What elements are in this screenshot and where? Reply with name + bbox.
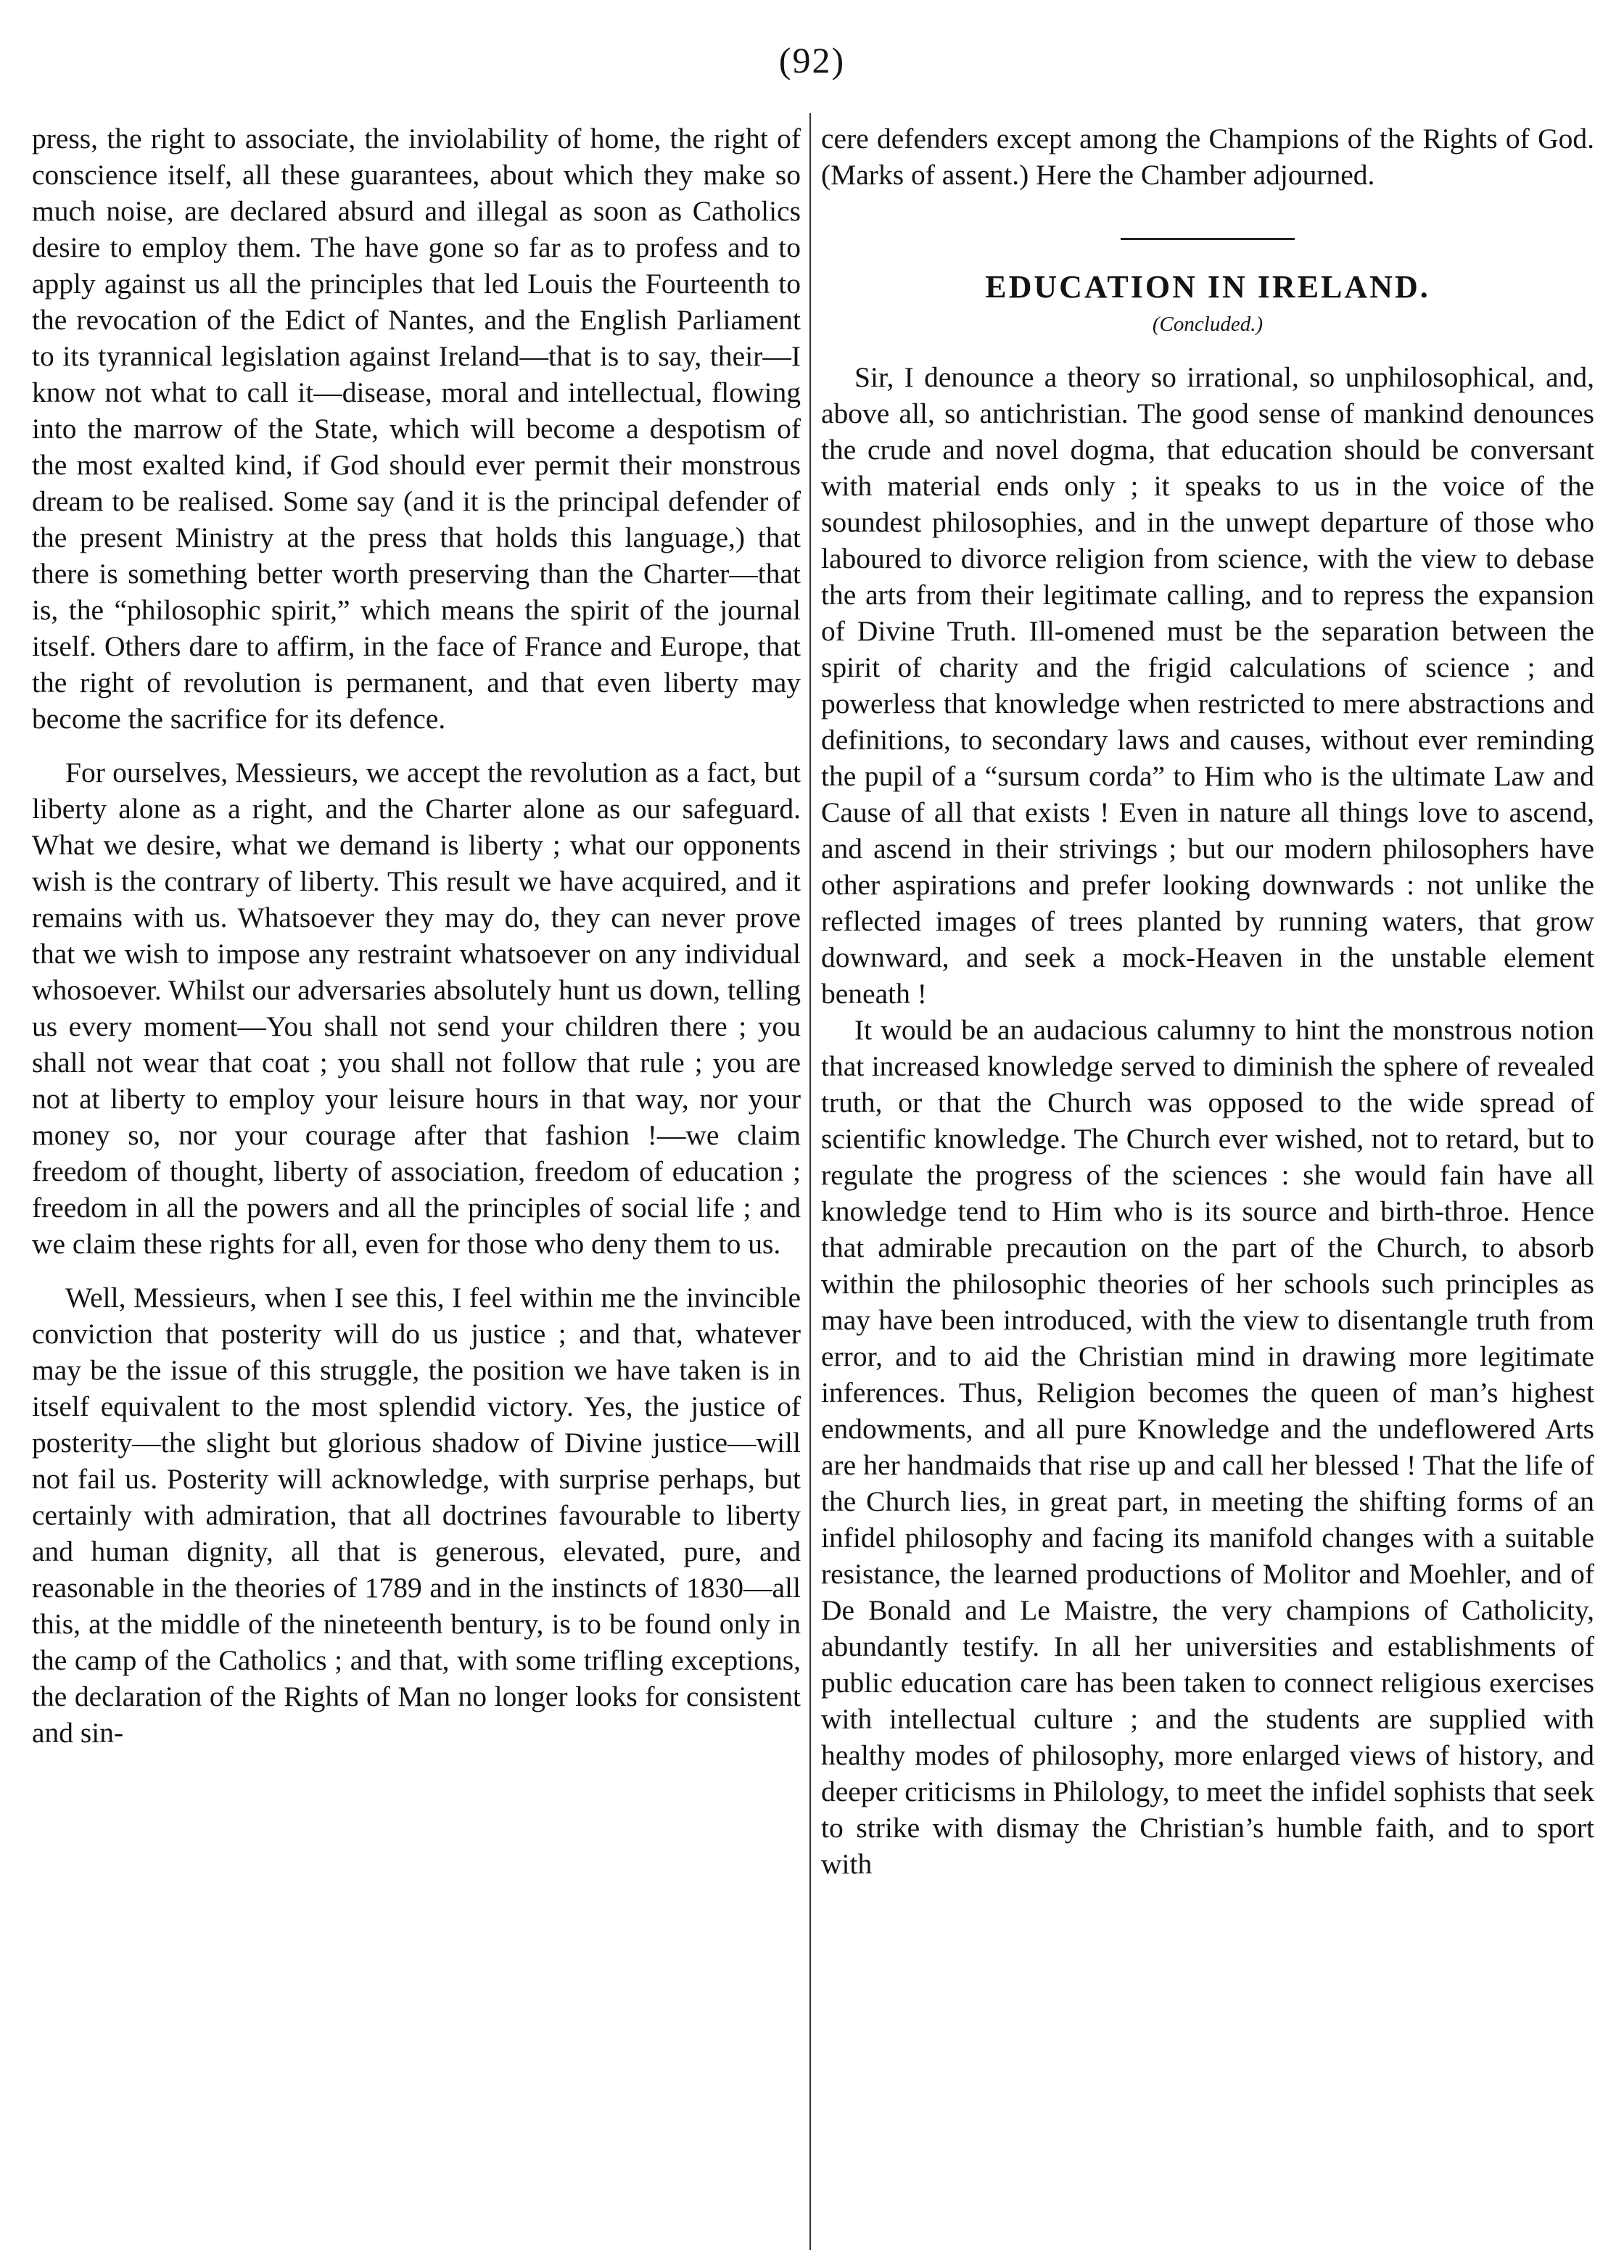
left-paragraph-2: For ourselves, Messieurs, we accept the revolution as a fact, but liberty alone as a right, and the Charter alone as our safeguard. What we desire, what we demand is liberty ; what our opponents wish is the contrary of liberty. This result we have acquired, and it remains with us. Whatsoever they may do, they can never prove that we wish to impose any restraint whatsoever on any individual whosoever. Whilst our adversaries absolutely hunt us down, telling us every moment—You shall not send your children there ; you shall not wear that coat ; you shall not follow that rule ; you are not at liberty to employ your leisure hours in that way, nor your money so, nor your courage after that fashion !—we claim freedom of thought, liberty of association, freedom of education ; freedom in all the powers and all the principles of social life ; and we claim these rights for all, even for those who deny them to us. <box>32 756 801 1260</box>
section-subtitle: (Concluded.) <box>1152 313 1264 336</box>
left-column <box>32 120 801 1751</box>
left-paragraph-1: press, the right to associate, the inviolability of home, the right of conscience itself, all these guarantees, about which they make so much noise, are declared absurd and illegal as soon as Catholics desire to employ them. The have gone so far as to profess and to apply against us all the principles that led Louis the Fourteenth to the revocation of the Edict of Nantes, and the English Parliament to its tyrannical legislation against Ireland—that is to say, their—I know not what to call it—disease, moral and intellectual, flowing into the marrow of the State, which will become a despotism of the most exalted kind, if God should ever permit their monstrous dream to be realised. Some say (and it is the principal defender of the present Ministry at the press that holds this language,) that there is something better worth preserving than the Charter—that is, the “philosophic spirit,” which means the spirit of the journal itself. Others dare to affirm, in the face of France and Europe, that the right of revolution is permanent, and that even liberty may become the sacrifice for its defence. <box>32 123 801 735</box>
right-column <box>821 120 1594 1882</box>
page-number: (92) <box>778 40 846 81</box>
left-paragraph-3: Well, Messieurs, when I see this, I feel within me the invincible conviction that posterity will do us justice ; and that, whatever may be the issue of this struggle, the position we have taken is in itself equivalent to the most splendid victory. Yes, the justice of posterity—the slight but glorious shadow of Divine justice—will not fail us. Posterity will acknowledge, with surprise perhaps, but certainly with admiration, that all doctrines favourable to liberty and human dignity, all that is generous, elevated, pure, and reasonable in the theories of 1789 and in the instincts of 1830—all this, at the middle of the nineteenth bentury, is to be found only in the camp of the Catholics ; and that, with some trifling exceptions, the declaration of the Rights of Man no longer looks for consistent and sin- <box>32 1282 801 1749</box>
section-divider-rule <box>1121 238 1295 240</box>
right-paragraph-1: Sir, I denounce a theory so irrational, so unphilosophical, and, above all, so antichristian. The good sense of mankind denounces the crude and novel dogma, that education should be conversant with material ends only ; it speaks to us in the voice of the soundest philosophies, and in the unwept departure of those who laboured to divorce religion from science, with the view to debase the arts from their legitimate calling, and to repress the expansion of Divine Truth. Ill-omened must be the separation between the spirit of charity and the frigid calculations of science ; and powerless that knowledge when restricted to mere abstractions and definitions, to secondary laws and causes, without ever reminding the pupil of a “sursum corda” to Him who is the ultimate Law and Cause of all that exists ! Even in nature all things love to ascend, and ascend in their strivings ; but our modern philosophers have other aspirations and prefer looking downwards : not unlike the reflected images of trees planted by running waters, that grow downward, and seek a mock-Heaven in the unstable element beneath ! <box>821 361 1594 1010</box>
right-paragraph-2: It would be an audacious calumny to hint the monstrous notion that increased knowledge served to diminish the sphere of revealed truth, or that the Church was opposed to the wide spread of scientific knowledge. The Church ever wished, not to retard, but to regulate the progress of the sciences : she would fain have all knowledge tend to Him who is its source and birth-throe. Hence that admirable precaution on the part of the Church, to absorb within the philosophic theories of her schools such principles as may have been introduced, with the view to disentangle truth from error, and to aid the Christian mind in drawing more legitimate inferences. Thus, Religion becomes the queen of man’s highest endowments, and all pure Knowledge and the undeflowered Arts are her handmaids that rise up and call her blessed ! That the life of the Church lies, in great part, in meeting the shifting forms of an infidel philosophy and facing its manifold changes with a suitable resistance, the learned productions of Molitor and Moehler, and of De Bonald and Le Maistre, the very champions of Catholicity, abundantly testify. In all her universities and establishments of public education care has been taken to connect religious exercises with intellectual culture ; and the students are supplied with healthy modes of philosophy, more enlarged views of history, and deeper criticisms in Philology, to meet the infidel sophists that seek to strike with dismay the Christian’s humble faith, and to sport with <box>821 1014 1594 1880</box>
column-divider <box>809 113 811 2250</box>
right-continuation-paragraph: cere defenders except among the Champions of the Rights of God. (Marks of assent.) Here the Chamber adjourned. <box>821 123 1594 191</box>
section-title: EDUCATION IN IRELAND. <box>985 269 1430 305</box>
